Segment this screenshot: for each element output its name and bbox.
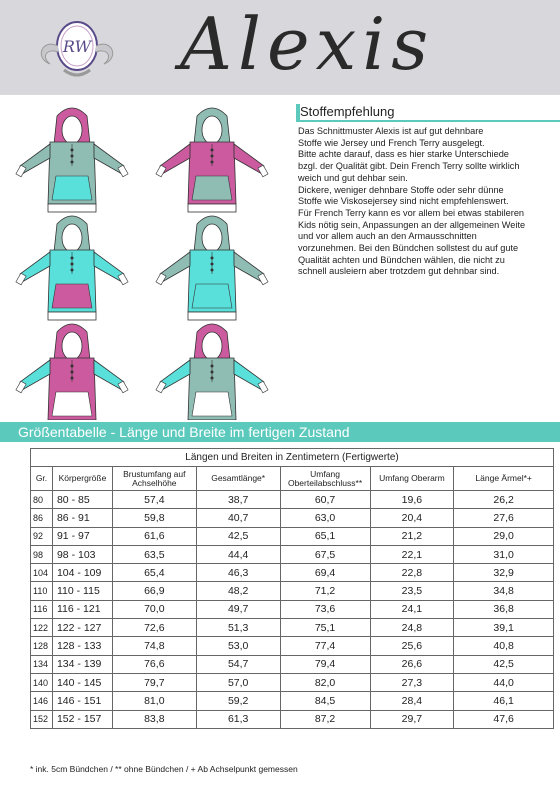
table-cell: 74,8	[112, 637, 196, 655]
table-cell: 40,8	[454, 637, 554, 655]
table-cell: 122 - 127	[52, 619, 112, 637]
table-cell: 27,3	[370, 673, 454, 691]
table-cell: 39,1	[454, 619, 554, 637]
table-cell: 22,1	[370, 545, 454, 563]
table-cell: 86 - 91	[52, 509, 112, 527]
table-cell: 19,6	[370, 491, 454, 509]
table-cell: 59,2	[196, 692, 280, 710]
table-cell: 76,6	[112, 655, 196, 673]
table-cell: 128 - 133	[52, 637, 112, 655]
table-cell: 24,1	[370, 600, 454, 618]
table-row	[31, 491, 554, 509]
column-header: Körpergröße	[52, 467, 112, 491]
table-cell: 66,9	[112, 582, 196, 600]
hoodie-sage-mint	[156, 216, 268, 320]
table-cell: 54,7	[196, 655, 280, 673]
table-cell: 57,0	[196, 673, 280, 691]
table-cell: 134 - 139	[52, 655, 112, 673]
table-cell: 42,5	[454, 655, 554, 673]
stoffempfehlung-line: Das Schnittmuster Alexis ist auf gut dehnbare	[298, 126, 484, 136]
table-cell: 71,2	[280, 582, 370, 600]
table-header-row	[31, 467, 554, 491]
table-cell: 84,5	[280, 692, 370, 710]
stoffempfehlung-line: Bitte achte darauf, dass es hier starke Unterschiede	[298, 149, 509, 160]
table-cell: 152 - 157	[52, 710, 112, 728]
table-cell: 59,8	[112, 509, 196, 527]
hoodie-illustrations	[12, 100, 292, 420]
table-cell: 47,6	[454, 710, 554, 728]
hoodie-pink-white	[16, 324, 128, 420]
table-cell: 67,5	[280, 545, 370, 563]
table-cell: 26,6	[370, 655, 454, 673]
table-cell: 24,8	[370, 619, 454, 637]
table-row	[31, 582, 554, 600]
table-cell: 104	[31, 564, 53, 582]
table-row	[31, 564, 554, 582]
header-banner	[0, 0, 560, 95]
table-cell: 31,0	[454, 545, 554, 563]
table-cell: 63,0	[280, 509, 370, 527]
column-header: Gesamtlänge*	[196, 467, 280, 491]
table-cell: 116 - 121	[52, 600, 112, 618]
table-cell: 34,8	[454, 582, 554, 600]
table-cell: 53,0	[196, 637, 280, 655]
table-cell: 140	[31, 673, 53, 691]
hoodie-pink-sage	[156, 324, 268, 420]
table-cell: 44,4	[196, 545, 280, 563]
table-cell: 87,2	[280, 710, 370, 728]
stoffempfehlung-line: Stoffe wie Jersey und French Terry ausgelegt.	[298, 137, 485, 148]
hoodie-sage-turquoise	[16, 216, 128, 320]
stoffempfehlung-line: bzgl. der Qualität gibt. Dein French Terry sollte wirklich	[298, 161, 520, 172]
table-cell: 65,4	[112, 564, 196, 582]
table-cell: 152	[31, 710, 53, 728]
table-cell: 46,1	[454, 692, 554, 710]
stoffempfehlung-line: vorzunehmen. Bei den Bündchen sollstest du auf gute	[298, 243, 519, 254]
table-cell: 79,7	[112, 673, 196, 691]
table-cell: 80	[31, 491, 53, 509]
stoffempfehlung-line: und vor allem auch an den Armausschnitten	[298, 231, 477, 242]
table-cell: 38,7	[196, 491, 280, 509]
table-cell: 61,3	[196, 710, 280, 728]
table-cell: 83,8	[112, 710, 196, 728]
table-cell: 98 - 103	[52, 545, 112, 563]
table-cell: 27,6	[454, 509, 554, 527]
table-row	[31, 692, 554, 710]
size-table-heading: Größentabelle - Länge und Breite im fertigen Zustand	[0, 422, 560, 442]
table-footnote: * ink. 5cm Bündchen / ** ohne Bündchen / + Ab Achselpunkt gemessen	[30, 764, 298, 774]
table-row	[31, 673, 554, 691]
table-cell: 81,0	[112, 692, 196, 710]
brand-title: Alexis	[180, 2, 435, 86]
table-body	[31, 491, 554, 729]
hoodie-pink-turquoise	[16, 108, 128, 212]
table-cell: 49,7	[196, 600, 280, 618]
table-cell: 98	[31, 545, 53, 563]
table-cell: 146 - 151	[52, 692, 112, 710]
table-cell: 51,3	[196, 619, 280, 637]
table-cell: 22,8	[370, 564, 454, 582]
table-cell: 140 - 145	[52, 673, 112, 691]
table-cell: 128	[31, 637, 53, 655]
table-cell: 73,6	[280, 600, 370, 618]
stoffempfehlung-line: Kids nötig sein, Anpassungen an der allgemeinen Weite	[298, 219, 526, 230]
table-cell: 75,1	[280, 619, 370, 637]
table-cell: 110 - 115	[52, 582, 112, 600]
table-row	[31, 509, 554, 527]
table-row	[31, 637, 554, 655]
table-cell: 122	[31, 619, 53, 637]
column-header: Länge Ärmel*+	[454, 467, 554, 491]
table-cell: 72,6	[112, 619, 196, 637]
table-cell: 70,0	[112, 600, 196, 618]
table-cell: 32,9	[454, 564, 554, 582]
table-cell: 104 - 109	[52, 564, 112, 582]
table-cell: 29,7	[370, 710, 454, 728]
brand-logo	[22, 8, 132, 88]
table-caption: Längen und Breiten in Zentimetern (Fertigwerte)	[31, 449, 554, 467]
stoffempfehlung-text	[298, 126, 556, 278]
column-header: Umfang Oberarm	[370, 467, 454, 491]
table-cell: 25,6	[370, 637, 454, 655]
column-header: Umfang Oberteilabschluss**	[280, 467, 370, 491]
table-cell: 80 - 85	[52, 491, 112, 509]
table-cell: 146	[31, 692, 53, 710]
table-cell: 61,6	[112, 527, 196, 545]
stoffempfehlung-line: Für French Terry kann es vor allem bei etwas stabileren	[298, 207, 525, 218]
table-cell: 20,4	[370, 509, 454, 527]
stoffempfehlung-line: Qualität achten und Bündchen wählen, die nicht zu	[298, 254, 505, 265]
table-cell: 86	[31, 509, 53, 527]
table-cell: 116	[31, 600, 53, 618]
logo-lettering: RW	[62, 37, 92, 56]
table-cell: 26,2	[454, 491, 554, 509]
stoffempfehlung-heading: Stoffempfehlung	[296, 104, 560, 122]
table-cell: 44,0	[454, 673, 554, 691]
column-header: Brustumfang auf Achselhöhe	[112, 467, 196, 491]
table-cell: 42,5	[196, 527, 280, 545]
table-cell: 92	[31, 527, 53, 545]
table-cell: 65,1	[280, 527, 370, 545]
table-cell: 57,4	[112, 491, 196, 509]
column-header: Gr.	[31, 467, 53, 491]
table-cell: 134	[31, 655, 53, 673]
table-row	[31, 619, 554, 637]
size-table	[30, 448, 554, 729]
table-row	[31, 527, 554, 545]
stoffempfehlung-line: Dickere, weniger dehnbare Stoffe oder sehr dünne	[298, 184, 504, 195]
table-row	[31, 655, 554, 673]
table-cell: 29,0	[454, 527, 554, 545]
table-row	[31, 600, 554, 618]
table-cell: 28,4	[370, 692, 454, 710]
table-cell: 63,5	[112, 545, 196, 563]
stoffempfehlung-line: Stoffe wie Viskosejersey sind nicht empfehlenswert.	[298, 196, 509, 207]
table-cell: 69,4	[280, 564, 370, 582]
table-cell: 77,4	[280, 637, 370, 655]
table-cell: 21,2	[370, 527, 454, 545]
table-cell: 48,2	[196, 582, 280, 600]
table-cell: 36,8	[454, 600, 554, 618]
table-cell: 82,0	[280, 673, 370, 691]
table-cell: 40,7	[196, 509, 280, 527]
table-row	[31, 710, 554, 728]
table-cell: 110	[31, 582, 53, 600]
table-row	[31, 545, 554, 563]
table-cell: 79,4	[280, 655, 370, 673]
table-cell: 91 - 97	[52, 527, 112, 545]
table-cell: 46,3	[196, 564, 280, 582]
stoffempfehlung-line: weich und gut dehbar sein.	[298, 172, 408, 183]
hoodie-sage-pink	[156, 108, 268, 212]
table-cell: 23,5	[370, 582, 454, 600]
stoffempfehlung-line: schnell ausleiern aber trotzdem gut dehnbar sind.	[298, 266, 500, 277]
table-cell: 60,7	[280, 491, 370, 509]
